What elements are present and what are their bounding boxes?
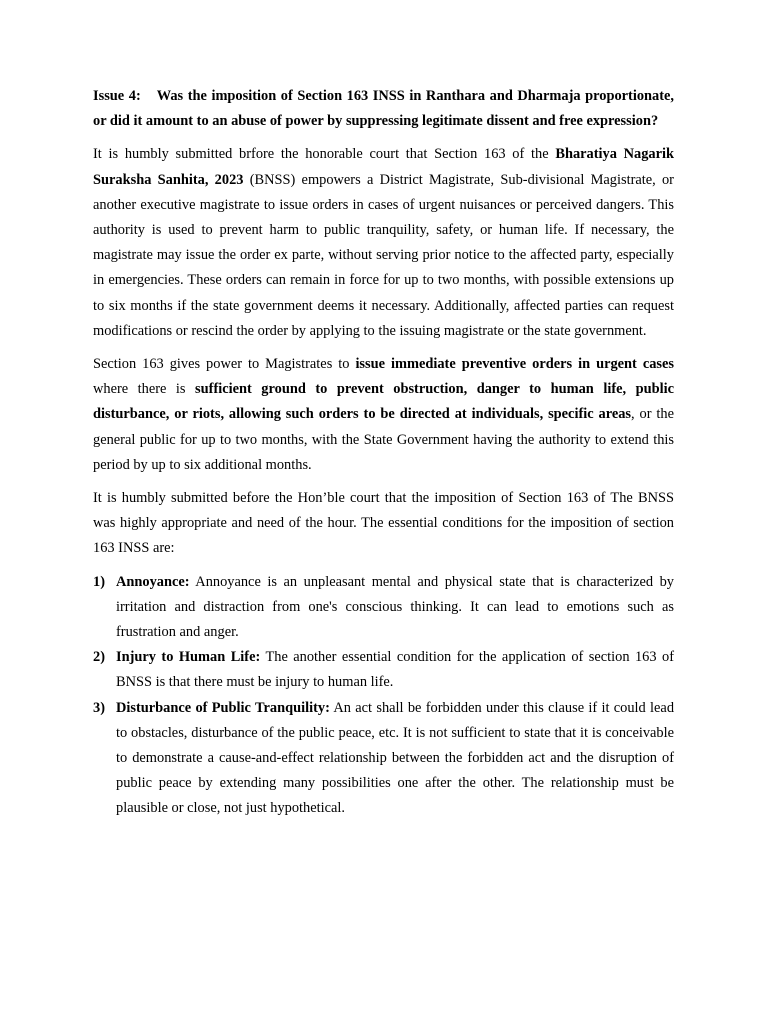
paragraph-text: It is humbly submitted brfore the honorable court that Section 163 of the — [93, 146, 556, 163]
document-page — [93, 84, 674, 822]
conditions-list — [93, 570, 674, 822]
list-item — [93, 696, 674, 822]
condition-title: Annoyance: — [116, 573, 190, 590]
list-number: 1) — [93, 573, 105, 590]
emphasis-text: issue immediate preventive orders in urgent cases — [355, 356, 674, 373]
condition-text: An act shall be forbidden under this clause if it could lead to obstacles, disturbance of the public peace, etc. It is not sufficient to state that it is conceivable to demonstrate a cause-and-effect relationship between the forbidden act and the disruption of public peace by extending many possibilities one after the other. The relationship must be plausible or close, not just hypothetical. — [116, 699, 675, 817]
list-item — [93, 570, 674, 646]
condition-title: Disturbance of Public Tranquility: — [116, 699, 330, 716]
condition-text: The another essential condition for the application of section 163 of BNSS is that there must be injury to human life. — [116, 649, 674, 691]
paragraph-text: Section 163 gives power to Magistrates to — [93, 356, 356, 373]
paragraph-text: , or the general public for up to two months, with the State Government having the authority to extend this period by up to six additional months. — [93, 406, 674, 473]
paragraph-submission — [93, 486, 674, 562]
list-number: 3) — [93, 699, 105, 716]
paragraph-text: where there is — [93, 381, 196, 398]
emphasis-text: sufficient ground to prevent obstruction, danger to human life, public disturbance, or riots, allowing such orders to be directed at individuals, specific areas — [93, 381, 674, 423]
issue-question: Was the imposition of Section 163 INSS in Ranthara and Dharmaja proportionate, or did it amount to an abuse of power by suppressing legitimate dissent and free expression? — [93, 88, 674, 130]
list-item — [93, 645, 674, 695]
list-number: 2) — [93, 649, 105, 666]
condition-title: Injury to Human Life: — [116, 649, 261, 666]
paragraph-bnss-overview — [93, 142, 674, 344]
issue-heading — [93, 84, 674, 134]
paragraph-section-163-powers — [93, 352, 674, 478]
statute-name: Bharatiya Nagarik Suraksha Sanhita, 2023 — [93, 146, 675, 188]
paragraph-text: (BNSS) empowers a District Magistrate, Sub-divisional Magistrate, or another executive magistrate to issue orders in cases of urgent nuisances or perceived dangers. This authority is used to prevent harm to public tranquility, safety, or human life. If necessary, the magistrate may issue the order ex parte, without serving prior notice to the affected party, especially in emergencies. These orders can remain in force for up to two months, with possible extensions up to six months if the state government deems it necessary. Additionally, affected parties can request modifications or rescind the order by applying to the issuing magistrate or the state government. — [93, 171, 674, 339]
issue-label: Issue 4: — [93, 88, 141, 104]
condition-text: Annoyance is an unpleasant mental and physical state that is characterized by irritation and distraction from one's conscious thinking. It can lead to emotions such as frustration and anger. — [116, 573, 674, 641]
paragraph-text: It is humbly submitted before the Hon’ble court that the imposition of Section 163 of The BNSS was highly appropriate and need of the hour. The essential conditions for the imposition of section 163 INSS are: — [93, 490, 674, 557]
